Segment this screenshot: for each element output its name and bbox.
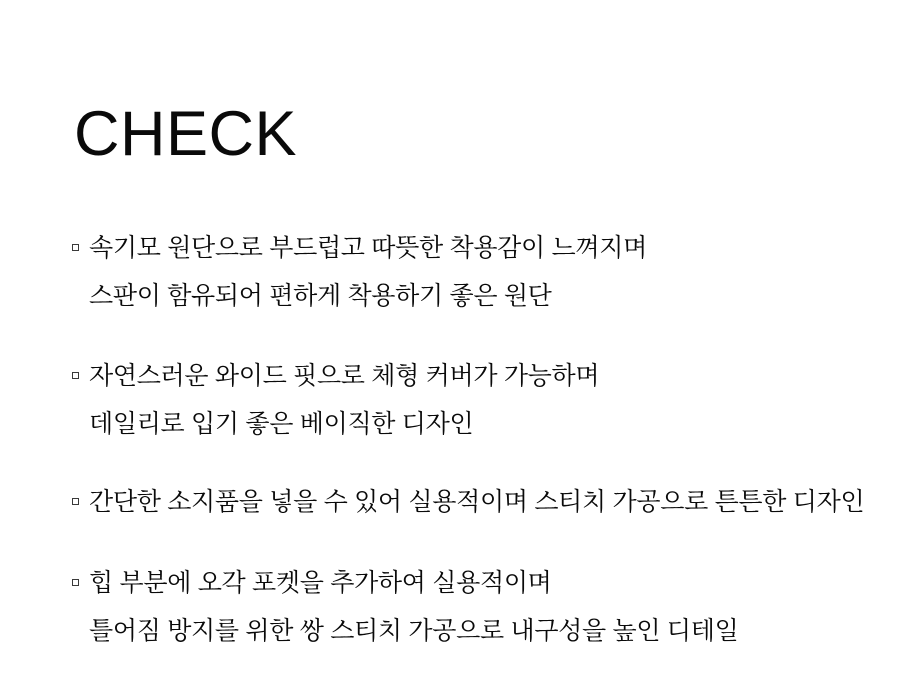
bullet-item: [72, 478, 889, 526]
hollow-square-icon: [72, 244, 79, 251]
hollow-square-icon: [72, 372, 79, 379]
bullet-line: 스판이 함유되어 편하게 착용하기 좋은 원단: [89, 282, 552, 310]
bullet-line: 속기모 원단으로 부드럽고 따뜻한 착용감이 느껴지며: [89, 234, 647, 262]
bullet-item: [72, 224, 889, 320]
section-title: CHECK: [74, 99, 298, 169]
bullet-line: 데일리로 입기 좋은 베이직한 디자인: [89, 410, 474, 438]
hollow-square-icon: [72, 498, 79, 505]
bullet-item: [72, 559, 889, 655]
bullet-line: 간단한 소지품을 넣을 수 있어 실용적이며 스티치 가공으로 튼튼한 디자인: [89, 488, 865, 516]
bullet-line: 자연스러운 와이드 핏으로 체형 커버가 가능하며: [89, 362, 600, 390]
hollow-square-icon: [72, 579, 79, 586]
bullet-item: [72, 352, 889, 448]
bullet-line: 힙 부분에 오각 포켓을 추가하여 실용적이며: [89, 569, 552, 597]
bullet-line: 틀어짐 방지를 위한 쌍 스티치 가공으로 내구성을 높인 디테일: [89, 617, 739, 645]
